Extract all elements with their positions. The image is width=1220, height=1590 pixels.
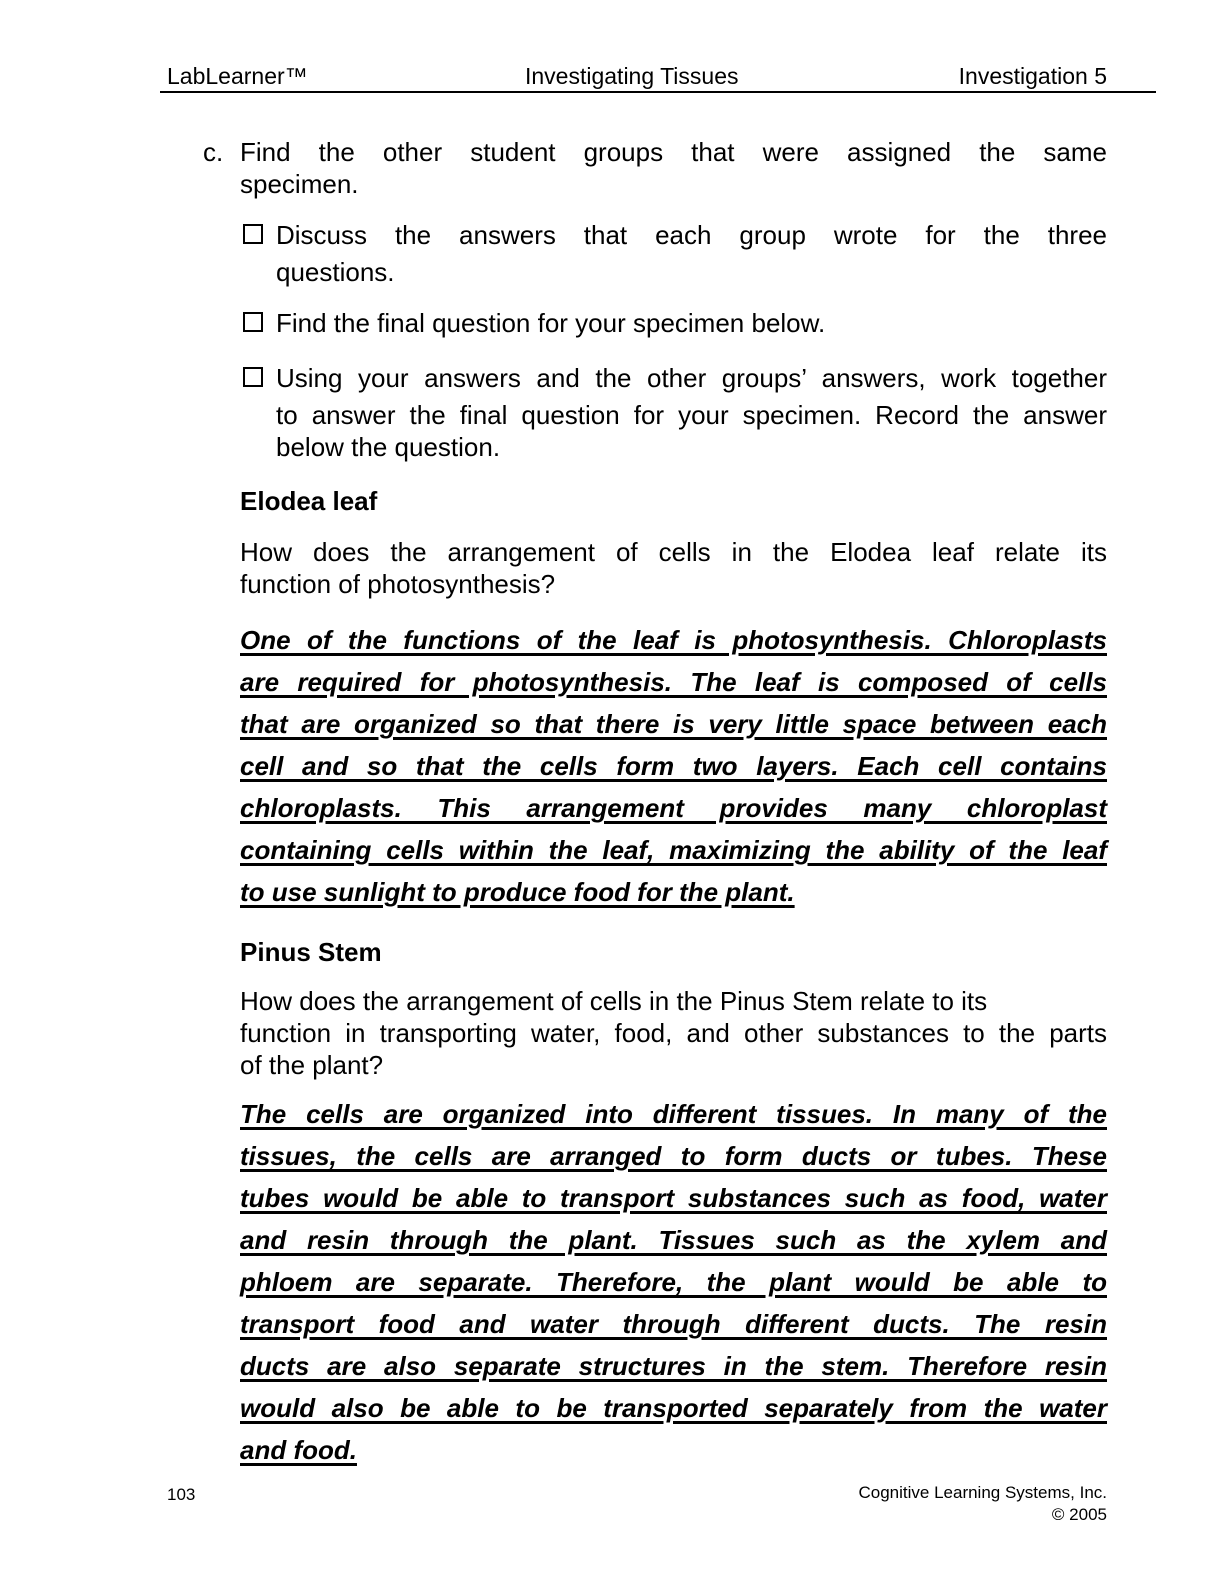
step-text-line: Find the other student groups that were assigned the same [240, 137, 1107, 167]
header-investigation: Investigation 5 [958, 63, 1107, 89]
step-marker: c. [203, 137, 224, 167]
checklist-item-text: Using your answers and the other groups’ answers, work together [276, 363, 1107, 393]
answer-line: cell and so that the cells form two layers. Each cell contains [240, 751, 1107, 781]
question-line: function of photosynthesis? [240, 569, 556, 599]
checklist-item-text: Find the final question for your specimen below. [276, 308, 826, 338]
copyright: © 2005 [1051, 1505, 1107, 1524]
answer-line: containing cells within the leaf, maximizing the ability of the leaf [240, 835, 1107, 865]
answer-line: to use sunlight to produce food for the plant. [240, 877, 795, 907]
header-brand: LabLearner™ [167, 63, 308, 89]
publisher: Cognitive Learning Systems, Inc. [858, 1483, 1107, 1502]
answer-line: that are organized so that there is very little space between each [240, 709, 1107, 739]
question-line: of the plant? [240, 1050, 384, 1080]
answer-line: chloroplasts. This arrangement provides many chloroplast [240, 793, 1107, 823]
page-number: 103 [167, 1485, 196, 1504]
answer-line: One of the functions of the leaf is photosynthesis. Chloroplasts [240, 625, 1107, 655]
answer-line: tubes would be able to transport substances such as food, water [240, 1183, 1107, 1213]
answer-line: and food. [240, 1435, 357, 1465]
checklist-item-text: questions. [276, 257, 395, 287]
checklist-item-text: to answer the final question for your specimen. Record the answer [276, 400, 1107, 430]
question-line: How does the arrangement of cells in the Elodea leaf relate its [240, 537, 1107, 567]
checkbox[interactable] [243, 367, 263, 387]
step-text-line: specimen. [240, 169, 359, 199]
header-title: Investigating Tissues [525, 63, 739, 89]
section-title: Pinus Stem [240, 937, 382, 967]
answer-line: are required for photosynthesis. The leaf is composed of cells [240, 667, 1107, 697]
checkbox[interactable] [243, 312, 263, 332]
checkbox[interactable] [243, 224, 263, 244]
checklist-item-text: below the question. [276, 432, 501, 462]
answer-line: tissues, the cells are arranged to form ducts or tubes. These [240, 1141, 1107, 1171]
answer-line: transport food and water through different ducts. The resin [240, 1309, 1107, 1339]
answer-line: ducts are also separate structures in the stem. Therefore resin [240, 1351, 1107, 1381]
answer-line: The cells are organized into different tissues. In many of the [240, 1099, 1107, 1129]
section-title: Elodea leaf [240, 486, 378, 516]
checklist-item-text: Discuss the answers that each group wrote for the three [276, 220, 1107, 250]
answer-line: and resin through the plant. Tissues such as the xylem and [240, 1225, 1107, 1255]
question-line: How does the arrangement of cells in the Pinus Stem relate to its [240, 986, 988, 1016]
answer-line: phloem are separate. Therefore, the plant would be able to [240, 1267, 1107, 1297]
question-line: function in transporting water, food, and other substances to the parts [240, 1018, 1107, 1048]
header-divider [160, 91, 1156, 93]
answer-line: would also be able to be transported separately from the water [240, 1393, 1107, 1423]
